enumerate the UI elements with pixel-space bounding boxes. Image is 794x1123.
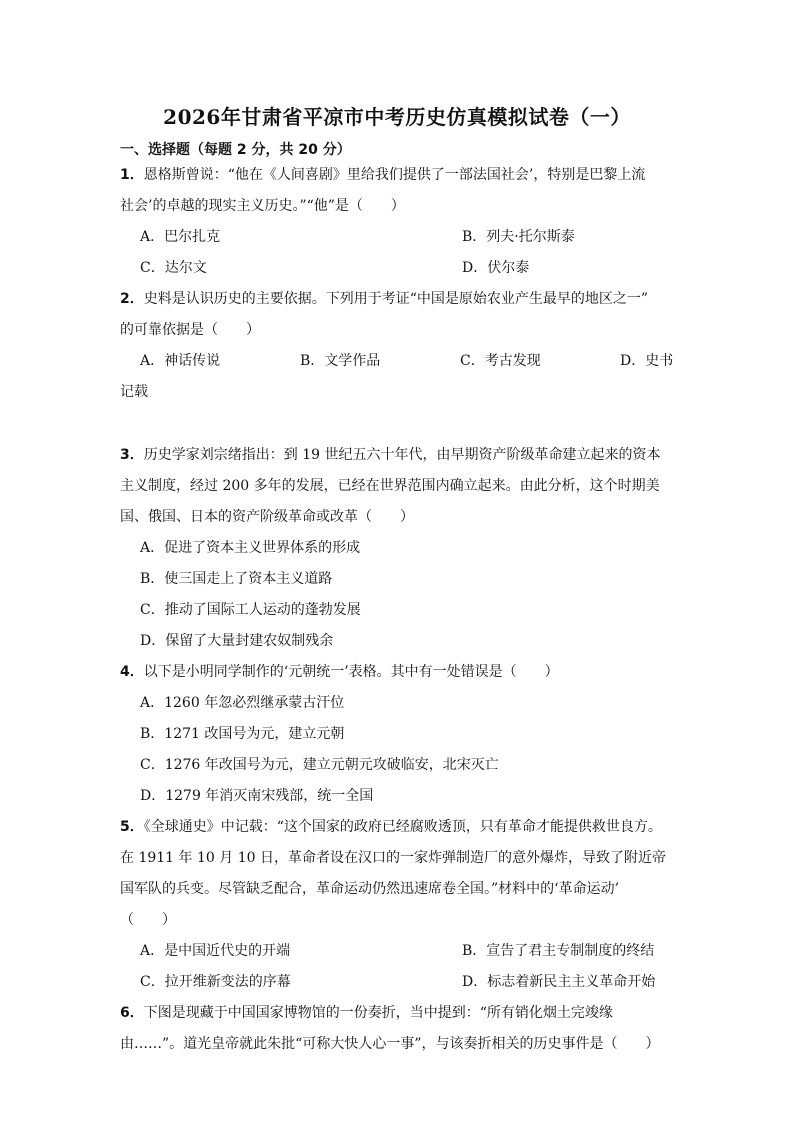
question-text: 以下是小明同学制作的‘元朝统一’表格。其中有一处错误是（ ） [143, 664, 559, 680]
question-number: 6． [120, 1005, 144, 1021]
option-5b[interactable]: B．宣告了君主专制制度的终结 [462, 943, 655, 959]
question-number: 1． [120, 167, 144, 183]
question-2-line-1 [120, 289, 648, 309]
question-number: 3． [120, 447, 144, 463]
option-4a[interactable]: A．1260 年忽必烈继承蒙古汗位 [140, 695, 345, 711]
question-3-line-2: 主义制度，经过 200 多年的发展，已经在世界范围内确立起来。由此分析，这个时期美 [120, 478, 660, 494]
question-text: 史料是认识历史的主要依据。下列用于考证“中国是原始农业产生最早的地区之一” [143, 291, 649, 307]
option-1a[interactable]: A．巴尔扎克 [140, 229, 221, 245]
option-2c[interactable]: C．考古发现 [460, 353, 541, 369]
option-4c[interactable]: C．1276 年改国号为元，建立元朝元攻破临安，北宋灭亡 [140, 757, 499, 773]
question-1-line-2: 社会’的卓越的现实主义历史。”“他”是（ ） [120, 198, 405, 214]
question-4-line-1 [120, 662, 559, 682]
question-number: 5． [120, 819, 144, 835]
section-heading: 一、选择题（每题 2 分，共 20 分） [120, 142, 351, 158]
question-3-line-1 [120, 445, 660, 465]
option-4b[interactable]: B．1271 改国号为元，建立元朝 [140, 726, 345, 742]
option-4d[interactable]: D．1279 年消灭南宋残部，统一全国 [140, 788, 374, 804]
question-number: 4． [120, 664, 144, 680]
question-text: 历史学家刘宗绪指出：到 19 世纪五六十年代，由早期资产阶级革命建立起来的资本 [143, 447, 661, 463]
option-3c[interactable]: C．推动了国际工人运动的蓬勃发展 [140, 602, 361, 618]
question-5-line-3: 国军队的兵变。尽管缺乏配合，革命运动仍然迅速席卷全国。”材料中的‘革命运动’ [120, 881, 620, 897]
question-3-line-3: 国、俄国、日本的资产阶级革命或改革（ ） [120, 509, 414, 525]
option-3b[interactable]: B．使三国走上了资本主义道路 [140, 571, 333, 587]
option-2d-continued: 记载 [120, 384, 148, 400]
option-3d[interactable]: D．保留了大量封建农奴制残余 [140, 633, 334, 649]
question-text: 《全球通史》中记载：“这个国家的政府已经腐败透顶，只有革命才能提供救世良方。 [143, 819, 662, 835]
option-5d[interactable]: D．标志着新民主主义革命开始 [462, 974, 656, 990]
option-1b[interactable]: B．列夫·托尔斯泰 [462, 229, 575, 245]
option-2a[interactable]: A．神话传说 [140, 353, 221, 369]
question-number: 2． [120, 291, 144, 307]
question-6-line-1 [120, 1003, 613, 1023]
question-text: 下图是现藏于中国国家博物馆的一份奏折，当中提到：“所有销化烟土完竣缘 [143, 1005, 613, 1021]
question-2-line-2: 的可靠依据是（ ） [120, 322, 260, 338]
option-2d[interactable]: D．史书 [620, 353, 674, 369]
option-2b[interactable]: B．文学作品 [300, 353, 381, 369]
question-5-line-4: （ ） [120, 912, 176, 928]
page-title: 2026年甘肃省平凉市中考历史仿真模拟试卷（一） [163, 105, 631, 129]
option-5a[interactable]: A．是中国近代史的开端 [140, 943, 291, 959]
option-3a[interactable]: A．促进了资本主义世界体系的形成 [140, 540, 361, 556]
option-5c[interactable]: C．拉开维新变法的序幕 [140, 974, 291, 990]
question-5-line-2: 在 1911 年 10 月 10 日，革命者设在汉口的一家炸弹制造厂的意外爆炸，导致了附近帝 [120, 850, 666, 866]
question-5-line-1 [120, 817, 662, 837]
option-1d[interactable]: D．伏尔泰 [462, 260, 530, 276]
question-6-line-2: 由……”。道光皇帝就此朱批“可称大快人心一事”，与该奏折相关的历史事件是（ ） [120, 1036, 660, 1052]
question-text: 恩格斯曾说：“他在《人间喜剧》里给我们提供了一部法国社会’，特别是巴黎上流 [143, 167, 646, 183]
option-1c[interactable]: C．达尔文 [140, 260, 207, 276]
question-1-line-1 [120, 165, 645, 185]
